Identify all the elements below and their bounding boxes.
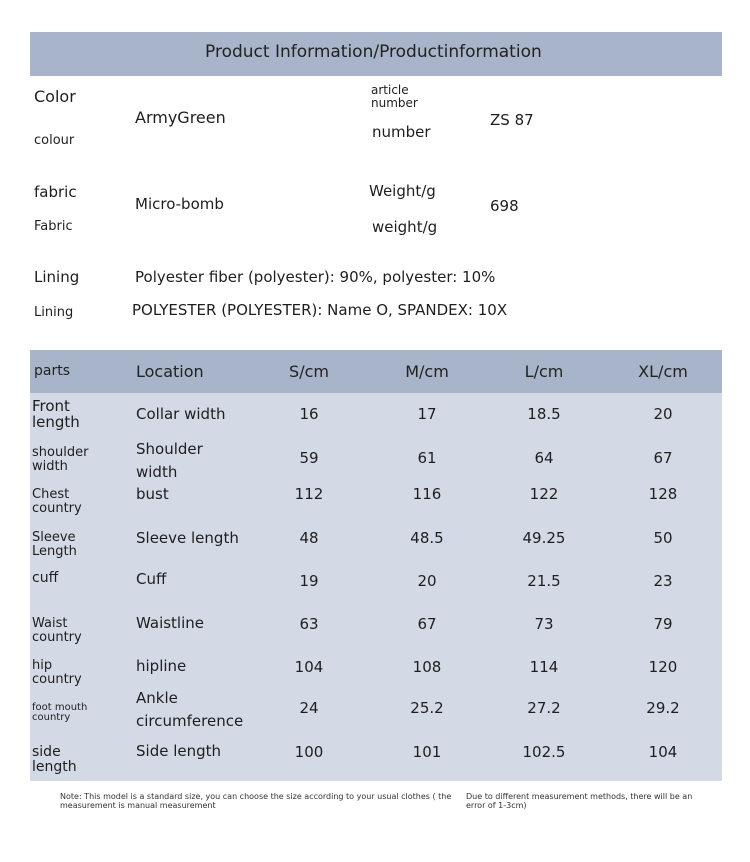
table-row (30, 436, 722, 479)
color-value: ArmyGreen (135, 108, 226, 127)
row-part: hip country (32, 658, 82, 687)
weight-value: 698 (490, 197, 519, 215)
row-part: side length (32, 744, 77, 775)
lining-label-alt: Lining (34, 305, 74, 320)
row-s: 48 (299, 529, 319, 547)
row-s: 104 (294, 658, 324, 676)
page-title: Product Information/Productinformation (205, 42, 542, 62)
footnote-left: Note: This model is a standard size, you can choose the size according to your usual clothes ( the measurement is manual measurement (60, 792, 452, 810)
row-location: hipline (136, 657, 187, 675)
fabric-label: fabric (34, 183, 77, 201)
fabric-label-alt: Fabric (34, 219, 73, 234)
row-m: 67 (417, 615, 437, 633)
table-row (30, 737, 722, 780)
row-l: 73 (534, 615, 554, 633)
row-part: Front length (32, 397, 80, 431)
row-s: 100 (294, 743, 324, 761)
table-row (30, 689, 722, 737)
row-s: 63 (299, 615, 319, 633)
table-row (30, 479, 722, 522)
row-s: 112 (294, 485, 324, 503)
lining-value: Polyester fiber (polyester): 90%, polyester: 10% (135, 268, 496, 286)
table-row (30, 522, 722, 565)
row-l: 64 (534, 449, 554, 467)
row-part: Waist country (32, 616, 82, 645)
header-l: L/cm (524, 362, 564, 381)
row-m: 108 (412, 658, 442, 676)
row-m: 61 (417, 449, 437, 467)
fabric-value: Micro-bomb (135, 195, 224, 213)
row-s: 19 (299, 572, 319, 590)
size-table (30, 350, 722, 781)
table-row (30, 393, 722, 436)
table-header (30, 350, 722, 393)
row-l: 49.25 (522, 529, 566, 547)
row-l: 18.5 (527, 405, 561, 423)
row-part: cuff (32, 570, 59, 586)
row-xl: 104 (648, 743, 678, 761)
row-xl: 50 (653, 529, 673, 547)
row-part: Sleeve Length (32, 530, 77, 559)
footnote-right: Due to different measurement methods, there will be an error of 1-3cm) (466, 792, 693, 810)
row-s: 16 (299, 405, 319, 423)
row-location: Side length (136, 742, 222, 760)
row-xl: 67 (653, 449, 673, 467)
row-m: 17 (417, 405, 437, 423)
article-number-value: ZS 87 (490, 111, 534, 129)
number-label: number (372, 123, 431, 141)
table-row (30, 608, 722, 651)
row-xl: 29.2 (646, 699, 680, 717)
row-xl: 128 (648, 485, 678, 503)
row-xl: 20 (653, 405, 673, 423)
row-l: 122 (529, 485, 559, 503)
header-parts: parts (34, 363, 71, 379)
row-l: 27.2 (527, 699, 561, 717)
row-part: Chest country (32, 487, 82, 516)
row-location: Ankle circumference (136, 689, 244, 730)
row-location: Cuff (136, 570, 167, 588)
row-s: 59 (299, 449, 319, 467)
row-m: 116 (412, 485, 442, 503)
row-xl: 23 (653, 572, 673, 590)
row-part: shoulder width (32, 445, 89, 474)
row-location: Shoulder width (136, 440, 203, 481)
row-part: foot mouth country (32, 702, 88, 723)
table-body (30, 393, 722, 781)
row-s: 24 (299, 699, 319, 717)
row-l: 102.5 (522, 743, 566, 761)
row-xl: 79 (653, 615, 673, 633)
footnote (60, 792, 700, 810)
row-location: Collar width (136, 405, 226, 423)
row-xl: 120 (648, 658, 678, 676)
row-l: 114 (529, 658, 559, 676)
colour-label: colour (34, 133, 75, 148)
weight-label: Weight/g (369, 182, 436, 200)
row-m: 20 (417, 572, 437, 590)
row-location: Sleeve length (136, 529, 239, 547)
header-m: M/cm (405, 362, 449, 381)
row-location: bust (136, 485, 169, 503)
table-row (30, 565, 722, 608)
weight-label-alt: weight/g (372, 218, 438, 236)
row-location: Waistline (136, 614, 204, 632)
row-m: 25.2 (410, 699, 444, 717)
color-label: Color (34, 87, 76, 106)
table-row (30, 651, 722, 694)
header-s: S/cm (289, 362, 329, 381)
row-l: 21.5 (527, 572, 561, 590)
row-m: 101 (412, 743, 442, 761)
lining-value-alt: POLYESTER (POLYESTER): Name O, SPANDEX: 10X (132, 301, 508, 319)
header-xl: XL/cm (638, 362, 688, 381)
article-number-label: article number (371, 83, 418, 110)
header-location: Location (136, 362, 204, 381)
lining-label: Lining (34, 268, 80, 286)
row-m: 48.5 (410, 529, 444, 547)
